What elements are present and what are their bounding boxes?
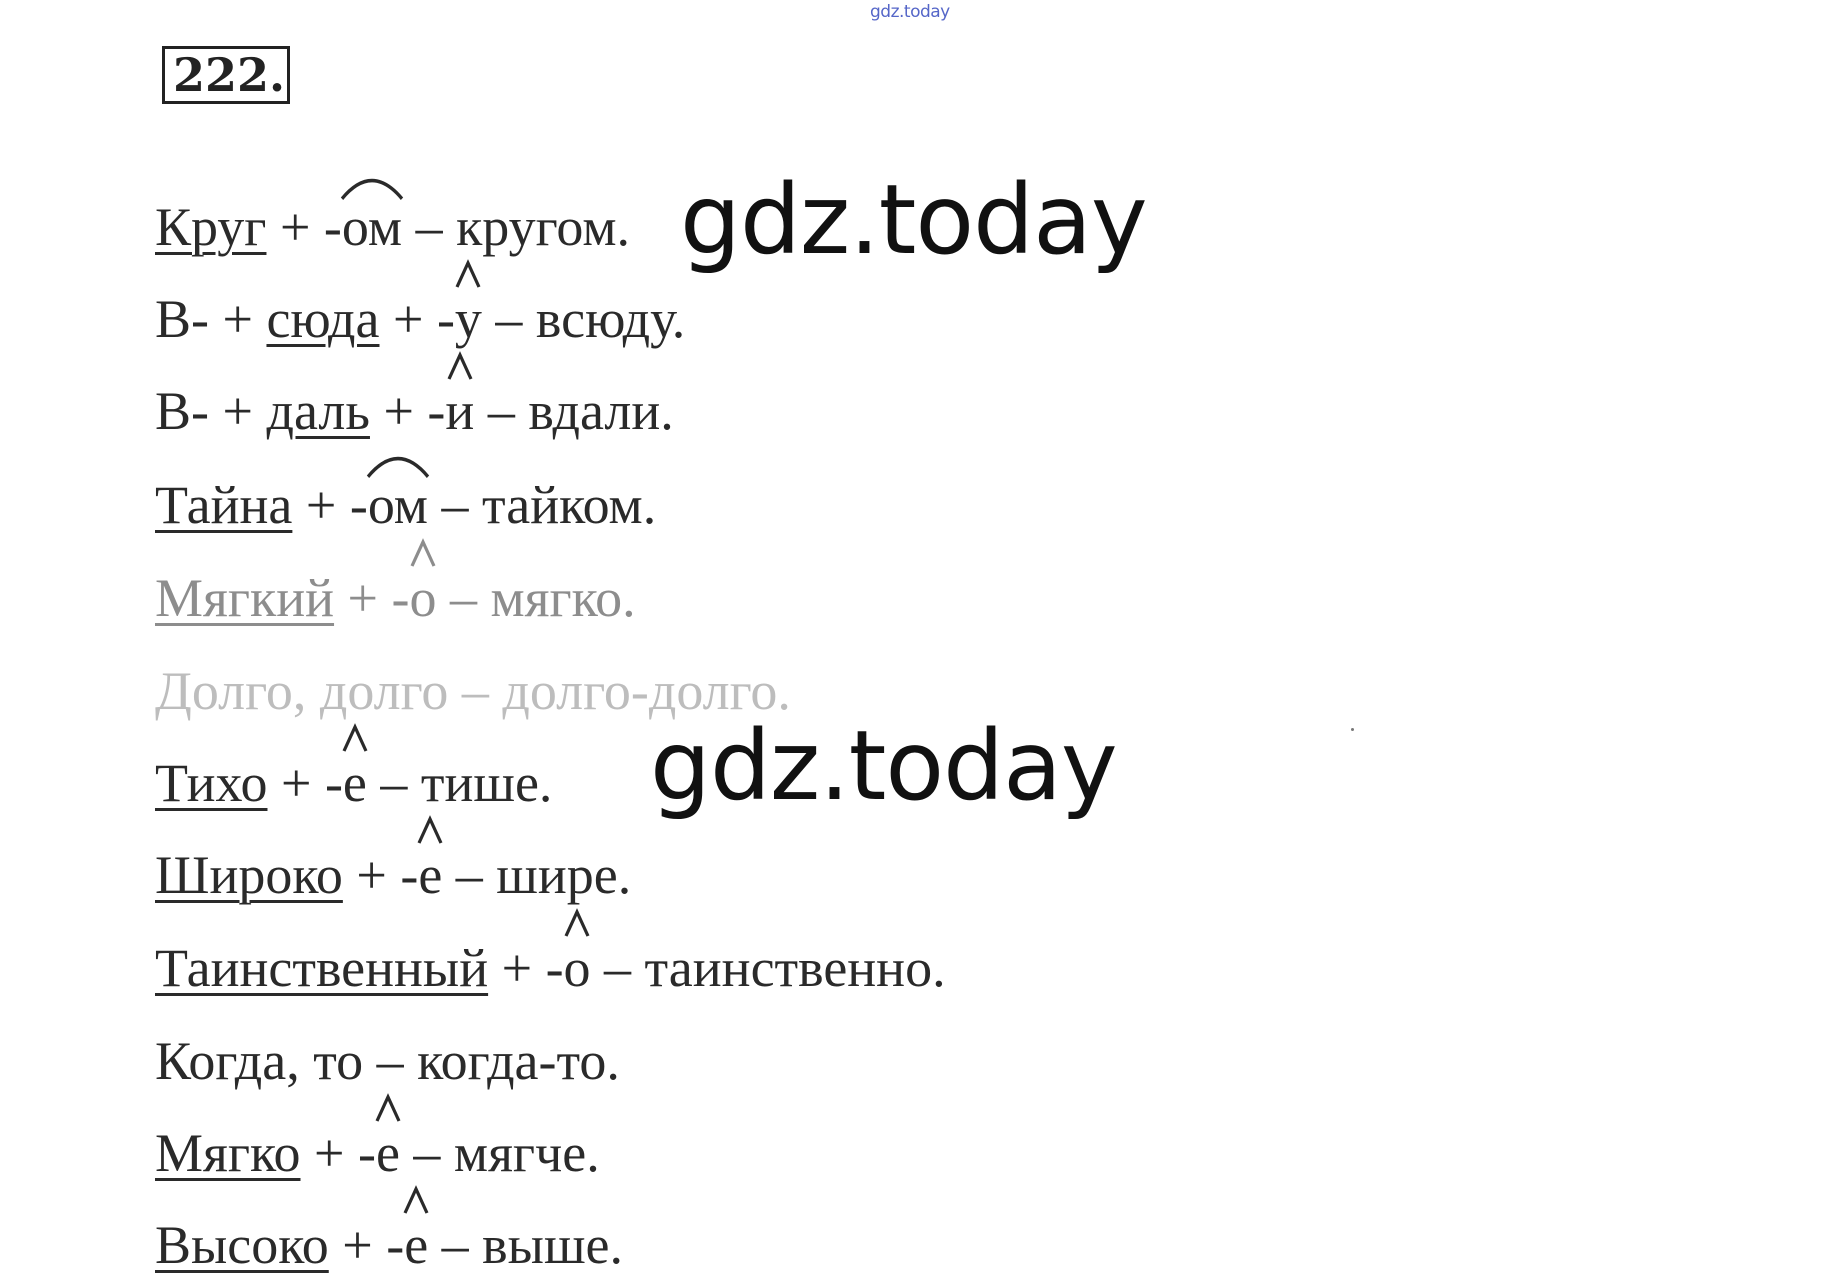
suffix-caret-mark: [375, 1091, 401, 1125]
segment-text: ом: [367, 475, 428, 535]
line-10: [155, 1026, 620, 1096]
text-segment: [155, 289, 266, 349]
line-1: [155, 192, 630, 262]
segment-text: Круг: [155, 197, 267, 257]
segment-text: – таинственно.: [590, 938, 946, 998]
line-2: [155, 284, 685, 354]
segment-text: – тише.: [366, 753, 553, 813]
segment-text: Долго, долго – долго-долго.: [155, 661, 791, 721]
segment-text: Таинственный: [155, 938, 489, 998]
segment-text: – шире.: [442, 845, 632, 905]
underlined-stem: [266, 289, 379, 349]
segment-text: о: [409, 568, 437, 628]
segment-text: – всюду.: [481, 289, 686, 349]
segment-text: + -: [488, 938, 564, 998]
text-segment: [267, 753, 342, 813]
text-segment: [428, 475, 656, 535]
line-9: [155, 933, 946, 1003]
text-segment: [436, 568, 635, 628]
segment-text: е: [404, 1215, 429, 1275]
segment-text: – вдали.: [474, 381, 674, 441]
segment-text: е: [418, 845, 443, 905]
suffix-with-mark: [343, 753, 367, 813]
suffix-caret-mark: [564, 906, 590, 940]
top-watermark: gdz.today: [870, 2, 950, 22]
segment-text: даль: [266, 381, 370, 441]
speck: [1351, 728, 1354, 731]
segment-text: Когда, то – когда-то.: [155, 1031, 620, 1091]
underlined-stem: [155, 845, 343, 905]
segment-text: – тайком.: [427, 475, 657, 535]
text-segment: [292, 475, 367, 535]
segment-text: + -: [266, 197, 342, 257]
segment-text: Мягкий: [155, 568, 335, 628]
segment-text: у: [454, 289, 482, 349]
underlined-stem: [155, 475, 292, 535]
suffix-with-mark: [445, 381, 474, 441]
watermark: gdz.today: [680, 164, 1147, 276]
segment-text: е: [375, 1123, 400, 1183]
segment-text: Мягко: [155, 1123, 301, 1183]
line-5: [155, 563, 636, 633]
segment-text: + -: [334, 568, 410, 628]
underlined-stem: [155, 1123, 301, 1183]
underlined-stem: [155, 938, 488, 998]
suffix-arc-mark: [366, 445, 430, 479]
segment-text: + -: [300, 1123, 376, 1183]
segment-text: – мягче.: [399, 1123, 600, 1183]
suffix-with-mark: [564, 938, 591, 998]
text-segment: [343, 845, 418, 905]
line-8: [155, 840, 631, 910]
suffix-with-mark: [368, 475, 428, 535]
suffix-with-mark: [455, 289, 482, 349]
line-3: [155, 376, 674, 446]
underlined-stem: [155, 568, 334, 628]
segment-text: + -: [379, 289, 455, 349]
text-segment: [155, 381, 266, 441]
underlined-stem: [155, 1215, 329, 1275]
suffix-caret-mark: [417, 813, 443, 847]
underlined-stem: [155, 197, 266, 257]
suffix-caret-mark: [447, 349, 473, 383]
text-segment: [301, 1123, 376, 1183]
segment-text: сюда: [266, 289, 380, 349]
segment-text: Широко: [155, 845, 343, 905]
text-segment: [591, 938, 946, 998]
suffix-with-mark: [376, 1123, 400, 1183]
text-segment: [329, 1215, 404, 1275]
text-segment: [400, 1123, 600, 1183]
line-12: [155, 1210, 623, 1280]
text-segment: [482, 289, 685, 349]
watermark: gdz.today: [650, 710, 1117, 822]
underlined-stem: [266, 381, 370, 441]
text-segment: [474, 381, 673, 441]
text-segment: [334, 568, 409, 628]
suffix-caret-mark: [410, 536, 436, 570]
segment-text: + -: [342, 845, 419, 905]
segment-text: е: [342, 753, 367, 813]
segment-text: + -: [292, 475, 368, 535]
text-segment: [428, 1215, 623, 1275]
segment-text: о: [563, 938, 591, 998]
suffix-caret-mark: [455, 257, 481, 291]
text-segment: [155, 1031, 620, 1091]
text-segment: [367, 753, 553, 813]
text-segment: [488, 938, 563, 998]
segment-text: ом: [341, 197, 403, 257]
text-segment: [266, 197, 341, 257]
line-11: [155, 1118, 600, 1188]
suffix-arc-mark: [340, 167, 404, 201]
segment-text: – кругом.: [402, 197, 631, 257]
line-7: [155, 748, 552, 818]
suffix-with-mark: [404, 1215, 428, 1275]
suffix-with-mark: [342, 197, 402, 257]
line-4: [155, 470, 656, 540]
segment-text: Тихо: [155, 753, 268, 813]
text-segment: [402, 197, 630, 257]
segment-text: – мягко.: [436, 568, 636, 628]
suffix-caret-mark: [342, 721, 368, 755]
segment-text: Тайна: [155, 475, 293, 535]
text-segment: [442, 845, 631, 905]
suffix-with-mark: [409, 568, 436, 628]
suffix-caret-mark: [403, 1183, 429, 1217]
segment-text: В- +: [155, 381, 267, 441]
segment-text: – выше.: [428, 1215, 623, 1275]
segment-text: Высоко: [155, 1215, 329, 1275]
segment-text: В- +: [155, 289, 267, 349]
text-segment: [370, 381, 445, 441]
segment-text: и: [445, 381, 475, 441]
underlined-stem: [155, 753, 267, 813]
segment-text: + -: [267, 753, 343, 813]
suffix-with-mark: [418, 845, 442, 905]
segment-text: + -: [369, 381, 446, 441]
segment-text: + -: [328, 1215, 405, 1275]
text-segment: [379, 289, 454, 349]
exercise-number: 222.: [162, 46, 290, 104]
